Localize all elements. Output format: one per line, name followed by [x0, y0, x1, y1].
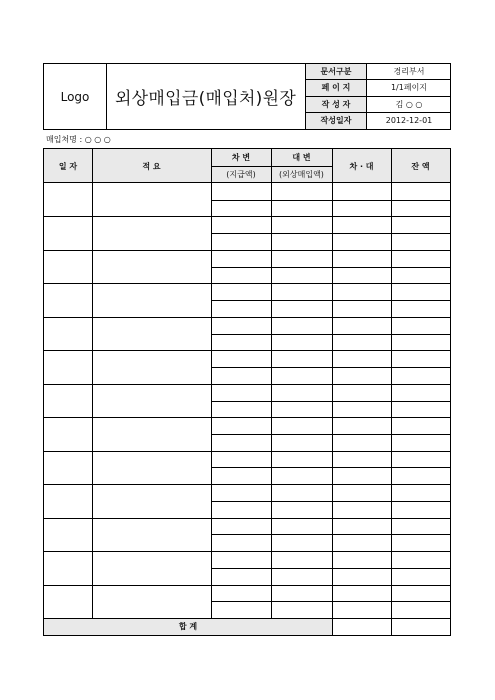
document-meta-table: [305, 64, 451, 129]
table-row-sub-line: [211, 233, 450, 234]
meta-row-date: [306, 113, 451, 129]
column-divider: [92, 149, 93, 635]
meta-value: 1/1페이지: [390, 83, 428, 93]
table-row-line: [44, 216, 450, 217]
meta-label: 페 이 지: [306, 80, 367, 95]
meta-value: 경리부서: [393, 67, 425, 77]
meta-label: 문서구분: [306, 64, 367, 79]
meta-value: 김 ○ ○: [395, 99, 423, 109]
column-header-balance: 잔 액: [411, 161, 430, 171]
column-header-credit-sub: (외상매입액): [279, 170, 324, 179]
meta-value: 2012-12-01: [385, 116, 433, 126]
table-row-line: [44, 518, 450, 519]
column-header-date: 일 자: [58, 161, 78, 171]
table-row-sub-line: [211, 601, 450, 602]
total-label: 합 계: [178, 622, 198, 631]
column-header-debit-sub: (지급액): [226, 170, 256, 179]
table-row-line: [44, 451, 450, 452]
table-row-line: [44, 384, 450, 385]
page-title: 외상매입금(매입처)원장: [114, 89, 297, 109]
meta-row-page: [306, 80, 451, 96]
table-row-sub-line: [211, 200, 450, 201]
buyer-name: 매입처명 : ○ ○ ○: [46, 135, 111, 144]
table-row-line: [44, 317, 450, 318]
column-header-credit: 대 변: [292, 153, 311, 162]
table-row-line: [44, 484, 450, 485]
table-row-sub-line: [211, 467, 450, 468]
logo: Logo: [44, 64, 107, 129]
document-header: [43, 63, 451, 130]
table-row-line: [44, 283, 450, 284]
table-row-sub-line: [211, 568, 450, 569]
table-row-sub-line: [211, 367, 450, 368]
meta-label: 작성일자: [306, 113, 367, 129]
table-row-sub-line: [211, 401, 450, 402]
meta-label: 작 성 자: [306, 97, 367, 112]
table-row-sub-line: [211, 300, 450, 301]
column-header-debit-credit: 차 · 대: [349, 161, 374, 171]
column-header-debit: 차 변: [231, 153, 251, 162]
ledger-table: [43, 148, 451, 636]
table-row-sub-line: [211, 501, 450, 502]
column-divider: [211, 149, 212, 635]
meta-row-author: [306, 97, 451, 113]
column-divider: [271, 149, 272, 635]
column-divider: [332, 149, 333, 635]
table-row-line: [44, 417, 450, 418]
table-row-sub-line: [211, 434, 450, 435]
table-row-sub-line: [211, 334, 450, 335]
meta-row-doc-type: [306, 64, 451, 80]
table-row-line: [44, 350, 450, 351]
table-row-sub-line: [211, 267, 450, 268]
table-row-line: [44, 250, 450, 251]
table-row-sub-line: [211, 534, 450, 535]
column-header-description: 적 요: [142, 161, 161, 171]
table-row-line: [44, 585, 450, 586]
column-divider: [391, 149, 392, 635]
table-row-line: [44, 551, 450, 552]
